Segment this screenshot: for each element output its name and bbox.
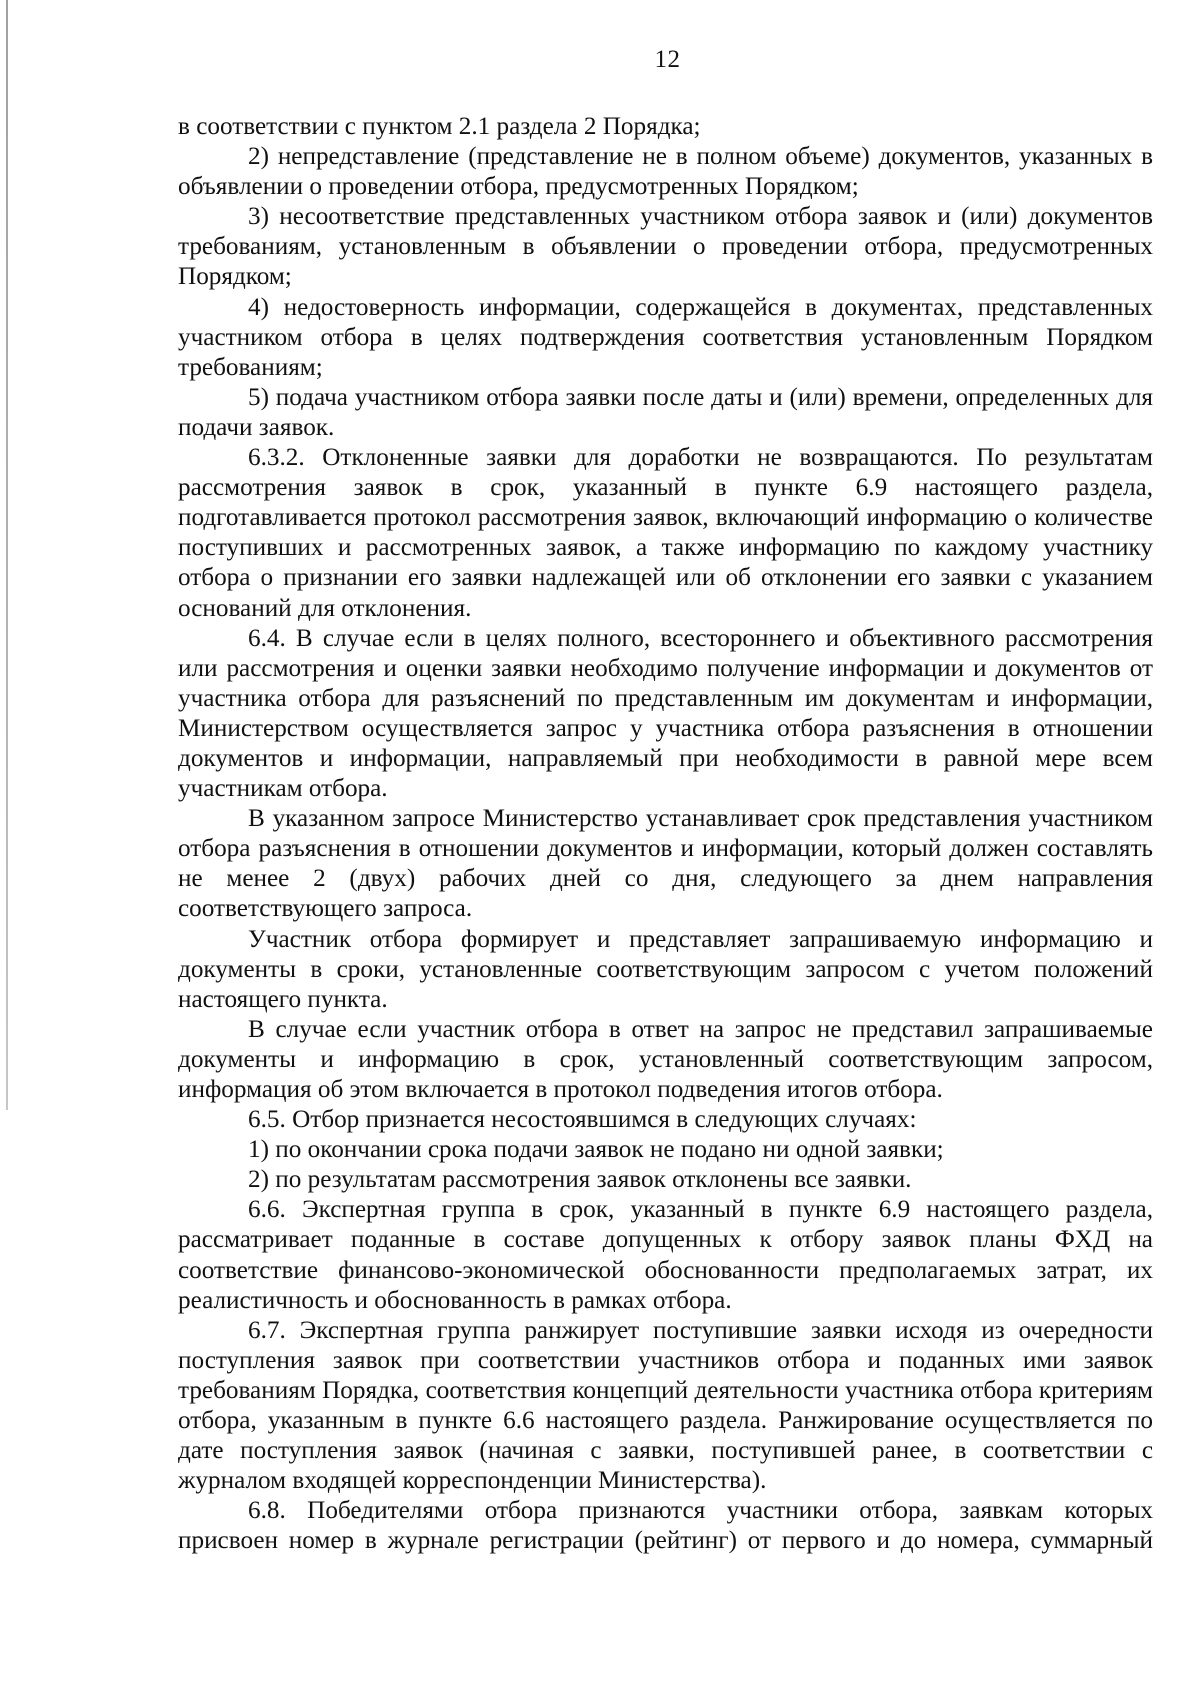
paragraph-request-deadline: В указанном запросе Министерство устанавливает срок представления участником отбора разъяснения в отношении документов и информации, который должен составлять не менее 2 (двух) рабочих дней со дня, следующего за днем направления соответствующего запроса. xyxy=(178,805,1153,923)
paragraph-6-3-2: 6.3.2. Отклоненные заявки для доработки не возвращаются. По результатам рассмотрения заявок в срок, указанный в пункте 6.9 настоящего раздела, подготавливается протокол рассмотрения заявок, включающий информацию о количестве поступивших и рассмотренных заявок, а также информацию по каждому участнику отбора о признании его заявки надлежащей или об отклонении его заявки с указанием оснований для отклонения. xyxy=(178,444,1153,622)
paragraph-continuation: в соответствии с пунктом 2.1 раздела 2 Порядка; xyxy=(178,113,701,140)
paragraph-6-7: 6.7. Экспертная группа ранжирует поступившие заявки исходя из очередности поступления заявок при соответствии участников отбора и поданных ими заявок требованиям Порядка, соответствия концепций деятельности участника отбора критериям отбора, указанным в пункте 6.6 настоящего раздела. Ранжирование осуществляется по дате поступления заявок (начиная с заявки, поступившей ранее, в соответствии с журналом входящей корреспонденции Министерства). xyxy=(178,1316,1153,1495)
document-body xyxy=(178,112,1153,1557)
paragraph-6-5: 6.5. Отбор признается несостоявшимся в следующих случаях: xyxy=(248,1106,917,1134)
paragraph-item-5: 5) подача участником отбора заявки после даты и (или) времени, определенных для подачи заявок. xyxy=(178,383,1153,441)
paragraph-item-3: 3) несоответствие представленных участником отбора заявок и (или) документов требованиям, установленным в объявлении о проведении отбора, предусмотренных Порядком; xyxy=(178,203,1153,291)
paragraph-participant-response: Участник отбора формирует и представляет запрашиваемую информацию и документы в сроки, установленные соответствующим запросом с учетом положений настоящего пункта. xyxy=(178,925,1153,1013)
paragraph-item-2: 2) непредставление (представление не в полном объеме) документов, указанных в объявлении о проведении отбора, предусмотренных Порядком; xyxy=(178,143,1153,201)
scan-edge-shadow xyxy=(6,0,8,1110)
paragraph-6-6: 6.6. Экспертная группа в срок, указанный в пункте 6.9 настоящего раздела, рассматривает поданные в составе допущенных к отбору заявок планы ФХД на соответствие финансово-экономической обоснованности предполагаемых затрат, их реалистичность и обоснованность в рамках отбора. xyxy=(178,1196,1153,1314)
paragraph-6-8: 6.8. Победителями отбора признаются участники отбора, заявкам которых присвоен номер в журнале регистрации (рейтинг) от первого и до номера, суммарный xyxy=(178,1497,1153,1555)
paragraph-6-4: 6.4. В случае если в целях полного, всестороннего и объективного рассмотрения или рассмотрения и оценки заявки необходимо получение информации и документов от участника отбора для разъяснений по представленным им документам и информации, Министерством осуществляется запрос у участника отбора разъяснения в отношении документов и информации, направляемый при необходимости в равной мере всем участникам отбора. xyxy=(178,624,1153,803)
paragraph-item-4: 4) недостоверность информации, содержащейся в документах, представленных участником отбора в целях подтверждения соответствия установленным Порядком требованиям; xyxy=(178,293,1153,381)
page-number: 12 xyxy=(654,46,681,73)
paragraph-no-response: В случае если участник отбора в ответ на запрос не представил запрашиваемые документы и информацию в срок, установленный соответствующим запросом, информация об этом включается в протокол подведения итогов отбора. xyxy=(178,1015,1153,1103)
paragraph-6-5-case-1: 1) по окончании срока подачи заявок не подано ни одной заявки; xyxy=(248,1136,944,1164)
paragraph-6-5-case-2: 2) по результатам рассмотрения заявок отклонены все заявки. xyxy=(248,1166,912,1194)
